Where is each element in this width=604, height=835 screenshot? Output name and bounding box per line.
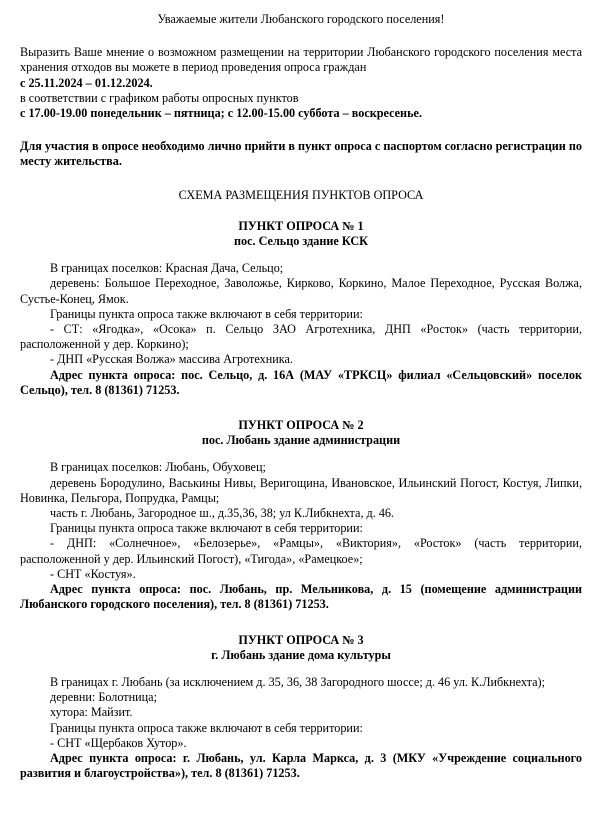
scheme-title: СХЕМА РАЗМЕЩЕНИЯ ПУНКТОВ ОПРОСА (178, 187, 424, 202)
survey-period: с 25.11.2024 – 01.12.2024. (20, 75, 153, 90)
point-address: Адрес пункта опроса: пос. Сельцо, д. 16А (МАУ «ТРКСЦ» филиал «Сельцовский» поселок Сельцо), тел. 8 (81361) 71253. (20, 367, 582, 397)
point-line: деревень: Большое Переходное, Заволожье, Кирково, Коркино, Малое Переходное, Русская Волжа, Сустье-Конец, Ямок. (20, 276, 582, 306)
survey-point-2 (20, 418, 582, 612)
point-line: В границах поселков: Любань, Обуховец; (50, 460, 266, 475)
point-subtitle: г. Любань здание дома культуры (211, 647, 391, 662)
point-address: Адрес пункта опроса: пос. Любань, пр. Мельникова, д. 15 (помещение администрации Любанского городского поселения), тел. 8 (81361) 71253. (20, 582, 582, 612)
point-line: В границах г. Любань (за исключением д. 35, 36, 38 Загородного шоссе; д. 46 ул. К.Либкнехта); (50, 674, 545, 689)
survey-point-1 (20, 219, 582, 398)
point-line: Границы пункта опроса также включают в себя территории: (50, 306, 363, 321)
point-title: ПУНКТ ОПРОСА № 3 (238, 632, 364, 647)
intro-text: Выразить Ваше мнение о возможном размещении на территории Любанского городского поселения места хранения отходов вы можете в период проведения опроса граждан (20, 45, 582, 75)
point-line: - ДНП: «Солнечное», «Белозерье», «Рамцы», «Виктория», «Росток» (часть территории, расположенной у дер. Ильинский Погост), «Тигода», «Рамецкое»; (20, 536, 582, 566)
point-title: ПУНКТ ОПРОСА № 1 (238, 218, 364, 233)
schedule-text: в соответствии с графиком работы опросных пунктов (20, 90, 299, 105)
notice-title: Уважаемые жители Любанского городского поселения! (157, 12, 445, 26)
point-line: Границы пункта опроса также включают в себя территории: (50, 720, 363, 735)
point-line: В границах поселков: Красная Дача, Сельцо; (50, 261, 284, 276)
participation-requirement: Для участия в опросе необходимо лично прийти в пункт опроса с паспортом согласно регистрации по месту жительства. (20, 139, 582, 169)
survey-point-3 (20, 633, 582, 782)
point-subtitle: пос. Сельцо здание КСК (233, 234, 369, 249)
point-line: часть г. Любань, Загородное ш., д.35,36, 38; ул К.Либкнехта, д. 46. (50, 506, 395, 521)
point-line: деревень Бородулино, Васькины Нивы, Веригощина, Ивановское, Ильинский Погост, Костуя, Липки, Новинка, Пельгора, Попрудка, Рамцы; (20, 475, 582, 505)
point-title: ПУНКТ ОПРОСА № 2 (238, 418, 364, 433)
point-subtitle: пос. Любань здание администрации (201, 433, 401, 448)
point-line: хутора: Майзит. (50, 705, 133, 720)
point-line: - СТ: «Ягодка», «Осока» п. Сельцо ЗАО Агротехника, ДНП «Росток» (часть территории, расположенной у дер. Коркино); (20, 322, 582, 352)
point-line: - СНТ «Щербаков Хутор». (50, 735, 187, 750)
point-line: деревни: Болотница; (50, 690, 157, 705)
point-line: - СНТ «Костуя». (50, 566, 136, 581)
point-line: Границы пункта опроса также включают в себя территории: (50, 521, 363, 536)
point-line: - ДНП «Русская Волжа» массива Агротехника. (50, 352, 293, 367)
point-address: Адрес пункта опроса: г. Любань, ул. Карла Маркса, д. 3 (МКУ «Учреждение социального развития и благоустройства»), тел. 8 (81361) 71253. (20, 750, 582, 781)
survey-hours: с 17.00-19.00 понедельник – пятница; с 12.00-15.00 суббота – воскресенье. (20, 106, 422, 121)
